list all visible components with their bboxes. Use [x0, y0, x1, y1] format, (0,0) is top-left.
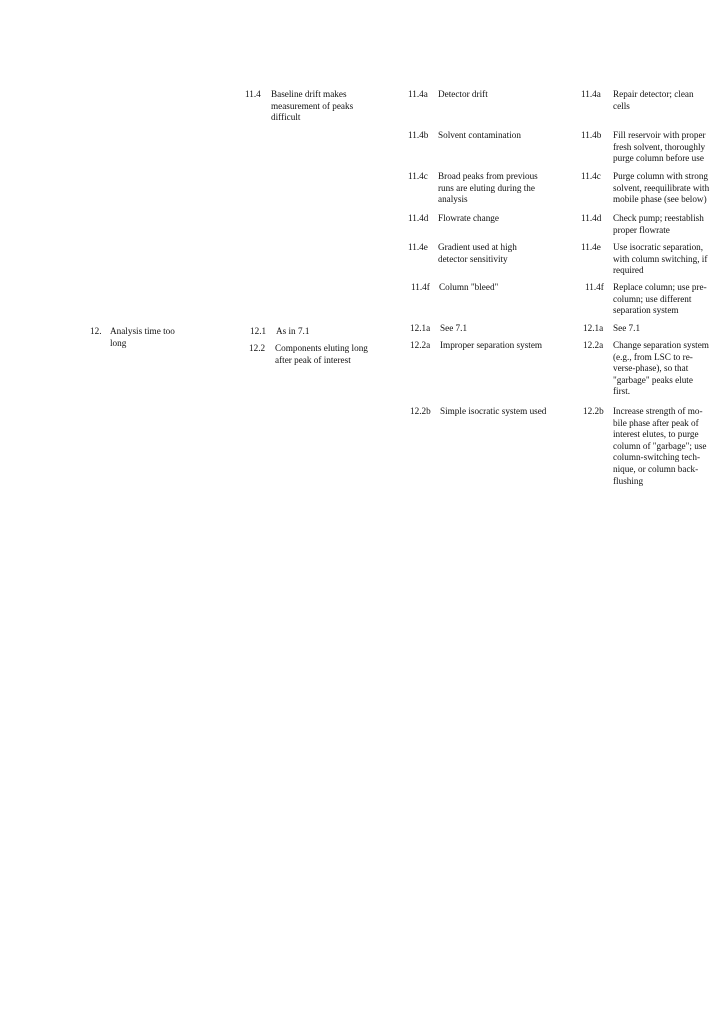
reason-text: Simple isocratic system used: [440, 406, 547, 416]
reason-number: 12.1a: [410, 323, 431, 333]
reason-text: Column "bleed": [439, 282, 499, 292]
solution-text: Check pump; reestablish proper flowrate: [613, 213, 704, 235]
solution-number: 12.2a: [583, 340, 604, 350]
solution-text: Increase strength of mo- bile phase after peak of interest elutes, to purge column of "garbage"; use column-switching tech- nique, or column back- flushing: [613, 406, 707, 486]
reason-11-4e: [408, 242, 558, 265]
solution-text: Use isocratic separation, with column switching, if required: [613, 242, 708, 276]
solution-12-2a: [583, 340, 722, 398]
reason-text: Flowrate change: [438, 213, 499, 223]
solution-11-4a: [581, 89, 721, 112]
cause-12-2: [249, 343, 399, 366]
solution-number: 11.4d: [581, 213, 602, 223]
reason-number: 11.4b: [408, 130, 429, 140]
solution-text: Repair detector; clean cells: [613, 89, 694, 111]
solution-11-4c: [581, 171, 722, 206]
solution-11-4f: [585, 282, 722, 317]
reason-text: Solvent contamination: [438, 130, 521, 140]
solution-11-4d: [581, 213, 721, 236]
reason-11-4f: [411, 282, 561, 294]
solution-12-1a: [583, 323, 722, 335]
reason-12-1a: [410, 323, 560, 335]
reason-number: 11.4d: [408, 213, 429, 223]
cause-text: Baseline drift makes measurement of peaks difficult: [271, 89, 354, 123]
solution-number: 11.4f: [585, 282, 604, 292]
reason-text: Detector drift: [438, 89, 488, 99]
solution-number: 12.1a: [583, 323, 604, 333]
solution-number: 11.4c: [581, 171, 601, 181]
cause-11-4: [245, 89, 395, 124]
solution-text: See 7.1: [613, 323, 641, 333]
solution-number: 11.4b: [581, 130, 602, 140]
cause-12-1: [250, 326, 400, 338]
reason-11-4d: [408, 213, 558, 225]
solution-11-4b: [581, 130, 721, 165]
solution-text: Fill reservoir with proper fresh solvent, thoroughly purge column before use: [613, 130, 706, 164]
solution-text: Replace column; use pre- column; use different separation system: [613, 282, 707, 316]
reason-number: 11.4e: [408, 242, 428, 252]
cause-number: 11.4: [245, 89, 261, 99]
reason-11-4a: [408, 89, 558, 101]
problem-number: 12.: [90, 326, 102, 336]
solution-number: 11.4a: [581, 89, 601, 99]
reason-number: 12.2b: [410, 406, 431, 416]
problem-12: [90, 326, 210, 349]
reason-11-4c: [408, 171, 553, 206]
reason-number: 11.4a: [408, 89, 428, 99]
reason-text: Gradient used at high detector sensitivity: [438, 242, 517, 264]
reason-12-2a: [410, 340, 570, 352]
cause-text: As in 7.1: [276, 326, 310, 336]
reason-text: Broad peaks from previous runs are eluting during the analysis: [438, 171, 538, 205]
cause-text: Components eluting long after peak of interest: [275, 343, 368, 365]
reason-number: 11.4f: [411, 282, 430, 292]
solution-12-2b: [583, 406, 722, 487]
cause-number: 12.1: [250, 326, 267, 336]
solution-number: 12.2b: [583, 406, 604, 416]
reason-number: 11.4c: [408, 171, 428, 181]
cause-number: 12.2: [249, 343, 266, 353]
solution-11-4e: [581, 242, 722, 277]
reason-text: See 7.1: [440, 323, 468, 333]
problem-text: Analysis time too long: [110, 326, 175, 348]
solution-text: Change separation system (e.g., from LSC to re- verse-phase), so that "garbage" peaks elute first.: [613, 340, 709, 397]
reason-number: 12.2a: [410, 340, 431, 350]
solution-number: 11.4e: [581, 242, 601, 252]
solution-text: Purge column with strong solvent, reequilibrate with mobile phase (see below): [613, 171, 710, 205]
reason-text: Improper separation system: [440, 340, 543, 350]
reason-11-4b: [408, 130, 558, 142]
reason-12-2b: [410, 406, 575, 418]
